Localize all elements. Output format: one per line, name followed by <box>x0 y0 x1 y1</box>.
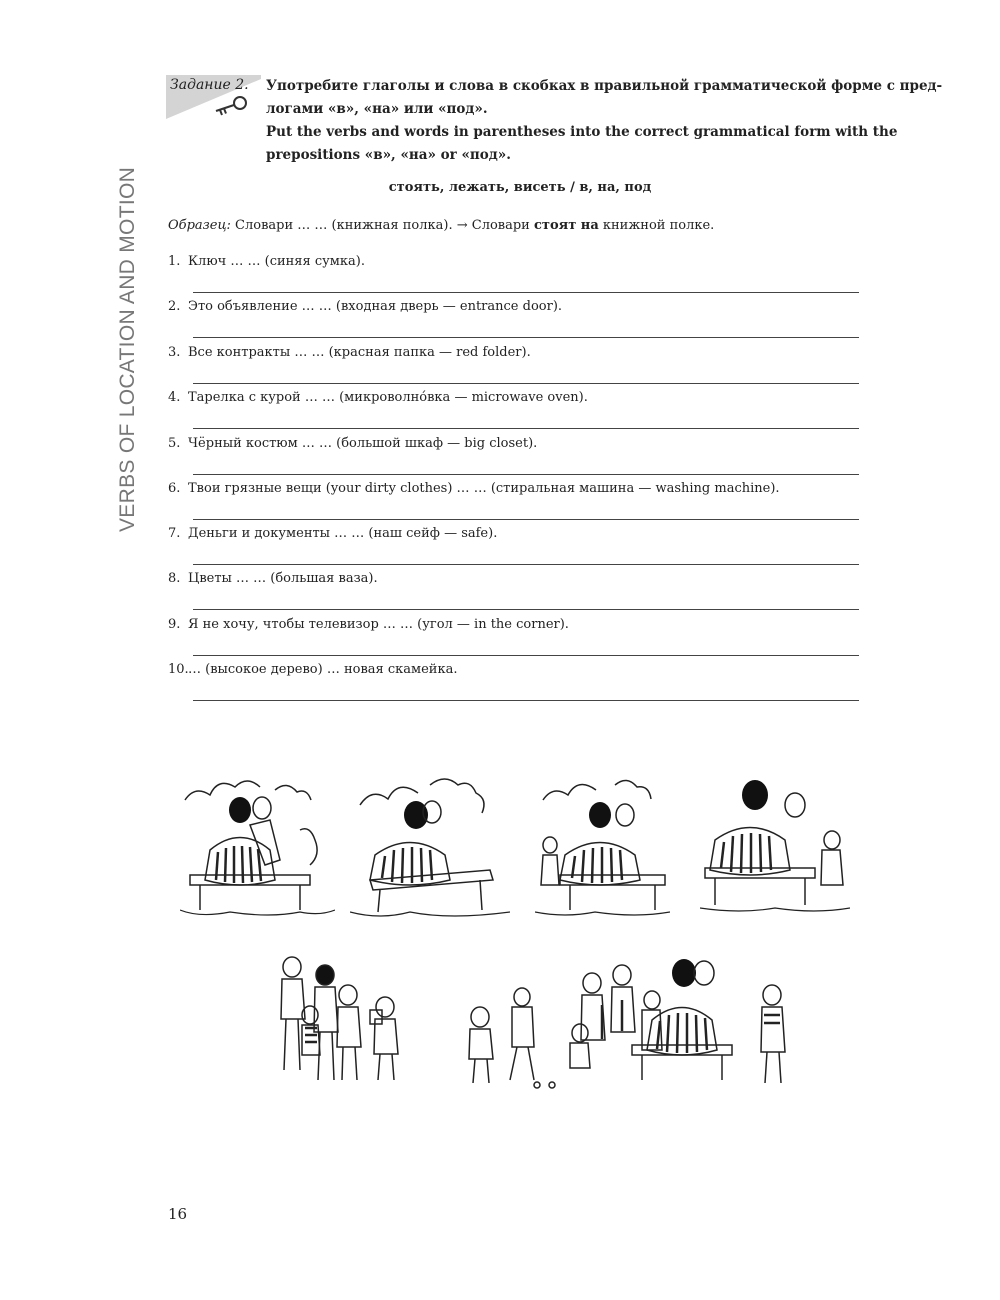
exercise-item <box>168 345 531 360</box>
item-text: Цветы … … (большая ваза). <box>188 571 378 586</box>
answer-line[interactable] <box>193 655 859 656</box>
item-text: Это объявление … … (входная дверь — entrance door). <box>188 299 563 314</box>
item-number: 10. <box>168 662 189 677</box>
item-number: 6. <box>168 481 181 496</box>
exercise-item <box>168 390 588 405</box>
exercise-item <box>168 571 378 586</box>
example-answer-rest: книжной полке. <box>598 218 715 233</box>
answer-line[interactable] <box>193 292 859 293</box>
answer-line[interactable] <box>193 474 859 475</box>
item-number: 4. <box>168 390 181 405</box>
couple-laughing-child-illustration <box>700 770 850 920</box>
instruction-ru-line-1: Употребите глаголы и слова в скобках в правильной грамматической форме с пред- <box>266 78 943 94</box>
item-number: 8. <box>168 571 181 586</box>
answer-line[interactable] <box>193 428 859 429</box>
exercise-item <box>168 481 780 496</box>
item-number: 2. <box>168 299 181 314</box>
page-number: 16 <box>168 1205 188 1223</box>
item-text: Твои грязные вещи (your dirty clothes) … … (стиральная машина — washing machine). <box>188 481 780 496</box>
exercise-item <box>168 526 497 541</box>
couple-with-child-illustration <box>535 770 670 920</box>
exercise-item <box>168 436 537 451</box>
item-text: Ключ … … (синяя сумка). <box>188 254 365 269</box>
item-text: … (высокое дерево) … новая скамейка. <box>188 662 458 677</box>
item-text: Деньги и документы … … (наш сейф — safe). <box>188 526 498 541</box>
answer-line[interactable] <box>193 519 859 520</box>
exercise-item <box>168 662 457 677</box>
instruction-en-line-1: Put the verbs and words in parentheses into the correct grammatical form with the <box>266 124 898 140</box>
family-with-children-illustration <box>462 955 797 1090</box>
verb-set: стоять, лежать, висеть / в, на, под <box>388 180 652 195</box>
answer-line[interactable] <box>193 564 859 565</box>
answer-line[interactable] <box>193 337 859 338</box>
item-text: Тарелка с курой … … (микроволно́вка — microwave oven). <box>188 390 588 405</box>
item-number: 7. <box>168 526 181 541</box>
key-icon <box>212 95 248 117</box>
item-number: 9. <box>168 617 181 632</box>
exercise-item <box>168 617 569 632</box>
answer-line[interactable] <box>193 383 859 384</box>
example-sentence <box>168 218 714 233</box>
couple-on-bench-illustration <box>180 770 335 920</box>
side-section-title: VERBS OF LOCATION AND MOTION <box>116 166 139 532</box>
example-prompt: Словари … … (книжная полка). → Словари <box>235 218 534 233</box>
item-text: Чёрный костюм … … (большой шкаф — big closet). <box>188 436 538 451</box>
answer-line[interactable] <box>193 609 859 610</box>
task-label-block <box>166 75 261 123</box>
exercise-item <box>168 299 562 314</box>
instruction-en-line-2: prepositions «в», «на» or «под». <box>266 147 511 163</box>
couple-kissing-illustration <box>350 770 510 920</box>
task-number-label: Задание 2. <box>170 77 249 93</box>
example-answer-bold: стоят на <box>533 218 599 233</box>
item-text: Я не хочу, чтобы телевизор … … (угол — in the corner). <box>188 617 569 632</box>
item-number: 3. <box>168 345 181 360</box>
item-text: Все контракты … … (красная папка — red folder). <box>188 345 531 360</box>
item-number: 5. <box>168 436 181 451</box>
children-group-illustration <box>270 955 430 1090</box>
item-number: 1. <box>168 254 181 269</box>
answer-line[interactable] <box>193 700 859 701</box>
example-label: Образец: <box>168 218 231 233</box>
instruction-ru-line-2: логами «в», «на» или «под». <box>266 101 488 117</box>
exercise-item <box>168 254 365 269</box>
